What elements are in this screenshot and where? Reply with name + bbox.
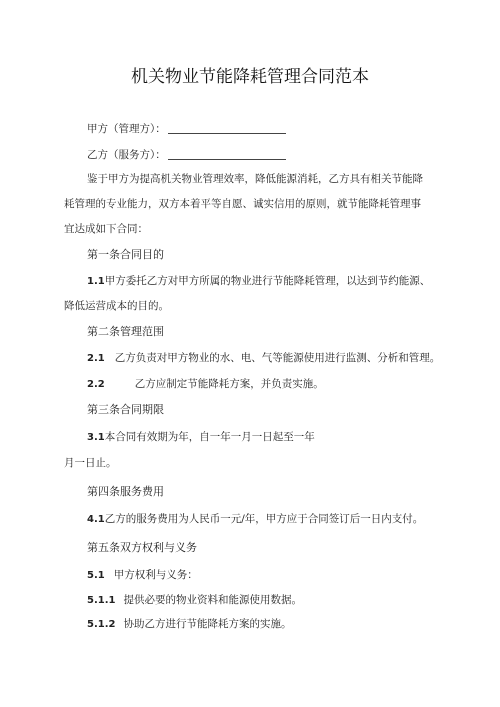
article-4-heading: 第四条服务费用	[87, 485, 164, 498]
clause-number: 5.1.1	[87, 595, 116, 606]
clause-text: 提供必要的物业资料和能源使用数据。	[123, 594, 302, 606]
article-1-heading: 第一条合同目的	[87, 248, 164, 261]
document-title: 机关物业节能降耗管理合同范本	[131, 67, 369, 87]
clause-number: 1.1	[87, 276, 105, 287]
intro-line-3: 宜达成如下合同：	[64, 223, 148, 235]
party-b-line	[87, 147, 286, 162]
clause-text: 协助乙方进行节能降耗方案的实施。	[123, 618, 292, 630]
party-b-label: 乙方（服务方）：	[87, 149, 166, 161]
party-b-blank	[168, 147, 286, 160]
intro-line-1: 鉴于甲方为提高机关物业管理效率，降低能源消耗，乙方具有相关节能降	[87, 173, 423, 185]
clause-number: 4.1	[87, 514, 105, 525]
clause-text: 甲方委托乙方对甲方所属的物业进行节能降耗管理，以达到节约能源、	[104, 275, 431, 287]
clause-number: 5.1	[87, 570, 105, 581]
article-1-para-line-1	[87, 274, 430, 289]
article-4-clause-1	[87, 512, 423, 527]
clause-number: 3.1	[87, 432, 105, 443]
article-5-clause-1-1	[87, 593, 302, 608]
party-a-blank	[168, 121, 286, 134]
clause-text: 甲方权利与义务：	[113, 569, 198, 581]
clause-number: 2.1	[87, 353, 105, 364]
clause-text: 本合同有效期为年，自一年一月一日起至一年	[104, 431, 315, 443]
article-5-heading: 第五条双方权利与义务	[87, 541, 197, 554]
article-3-para-line-1	[87, 430, 315, 445]
article-3-heading: 第三条合同期限	[87, 403, 164, 416]
article-3-para-line-2: 月一日止。	[64, 457, 117, 469]
party-a-label: 甲方（管理方）：	[87, 123, 166, 135]
article-2-heading: 第二条管理范围	[87, 325, 164, 338]
article-5-clause-1-2	[87, 617, 291, 632]
article-2-clause-2	[87, 377, 324, 392]
article-2-clause-1	[87, 351, 440, 366]
article-5-clause-1	[87, 568, 198, 583]
intro-line-2: 耗管理的专业能力，双方本着平等自愿、诚实信用的原则，就节能降耗管理事	[64, 198, 421, 210]
clause-text: 乙方应制定节能降耗方案，并负责实施。	[134, 378, 324, 390]
clause-text: 乙方负责对甲方物业的水、电、气等能源使用进行监测、分析和管理。	[114, 352, 441, 364]
clause-number: 5.1.2	[87, 619, 116, 630]
clause-number: 2.2	[87, 379, 105, 390]
clause-text: 乙方的服务费用为人民币一元/年，甲方应于合同签订后一日内支付。	[104, 513, 424, 525]
article-1-para-line-2: 降低运营成本的目的。	[64, 300, 169, 312]
party-a-line	[87, 121, 286, 136]
